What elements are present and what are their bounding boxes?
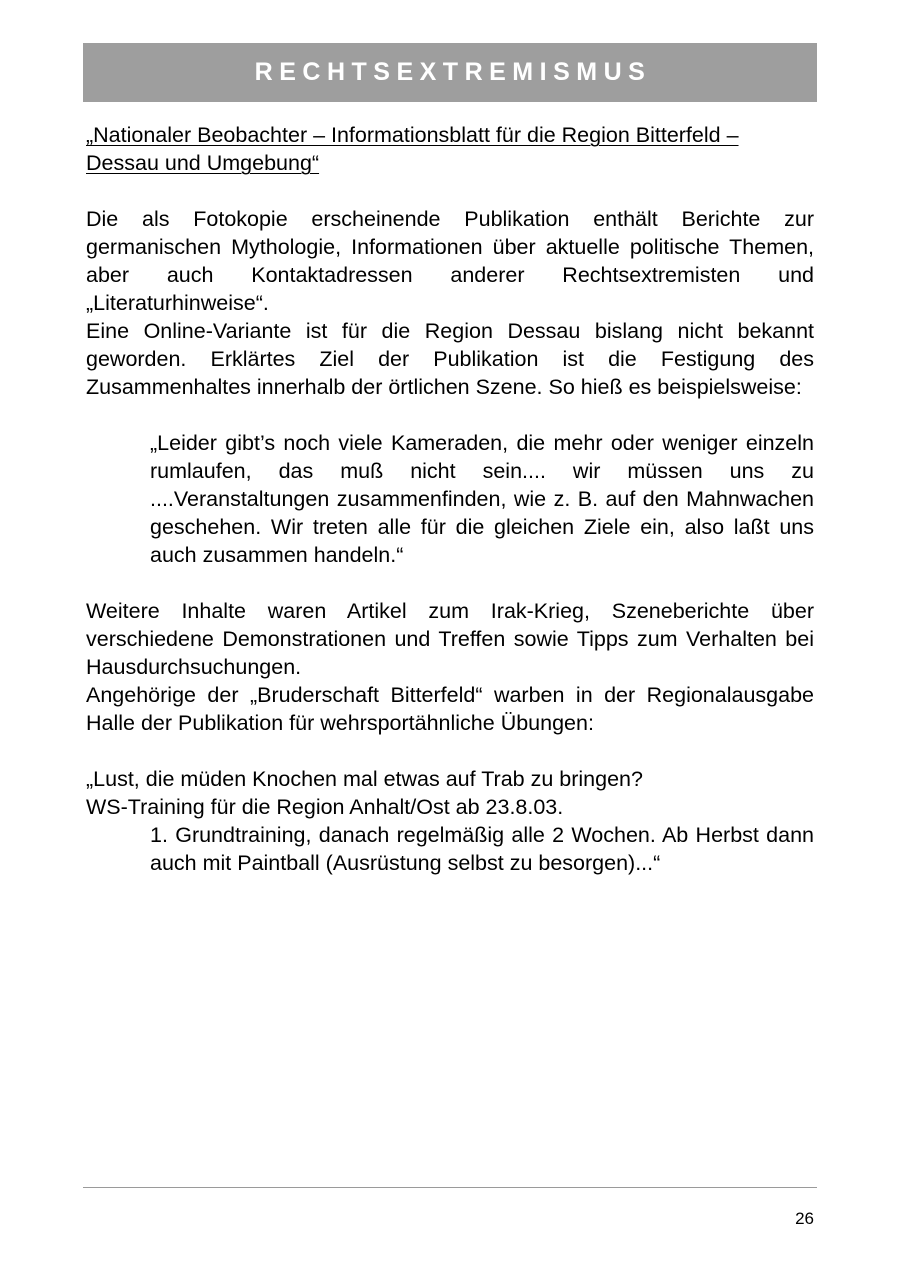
- document-body: [86, 121, 814, 877]
- spacer: [86, 177, 814, 205]
- quote-training-line-3: 1. Grundtraining, danach regelmäßig alle 2 Wochen. Ab Herbst dann auch mit Paintball (Ausrüstung selbst zu besorgen)...“: [150, 823, 814, 875]
- quote-training-line-1: „Lust, die müden Knochen mal etwas auf Trab zu bringen?: [86, 767, 643, 791]
- spacer: [86, 737, 814, 765]
- quote-comrades: „Leider gibt’s noch viele Kameraden, die mehr oder weniger einzeln rumlaufen, das muß nicht sein.... wir müssen uns zu ....Veranstaltungen zusammenfinden, wie z. B. auf den Mahnwachen geschehen. Wir treten alle für die gleichen Ziele ein, also laßt uns auch zusammen handeln.“: [150, 431, 814, 567]
- section-header-title: RECHTSEXTREMISMUS: [254, 58, 652, 86]
- paragraph-description: Die als Fotokopie erscheinende Publikation enthält Berichte zur germanischen Mythologie, Informationen über aktuelle politische Themen, aber auch Kontaktadressen anderer Rechtsextremisten und „Literaturhinweise“.: [86, 207, 814, 315]
- page-number: 26: [795, 1209, 814, 1228]
- spacer: [86, 569, 814, 597]
- section-header-bar: [83, 43, 817, 102]
- paragraph-contents: Weitere Inhalte waren Artikel zum Irak-Krieg, Szeneberichte über verschiedene Demonstrationen und Treffen sowie Tipps zum Verhalten bei Hausdurchsuchungen.: [86, 599, 814, 679]
- spacer: [86, 401, 814, 429]
- quote-training-line-2: WS-Training für die Region Anhalt/Ost ab 23.8.03.: [86, 795, 564, 819]
- publication-title: „Nationaler Beobachter – Informationsblatt für die Region Bitterfeld – Dessau und Umgebung“: [86, 123, 739, 175]
- footer-divider: [83, 1187, 817, 1188]
- paragraph-bruderschaft: Angehörige der „Bruderschaft Bitterfeld“ warben in der Regionalausgabe Halle der Publikation für wehrsportähnliche Übungen:: [86, 683, 814, 735]
- paragraph-aim: Eine Online-Variante ist für die Region Dessau bislang nicht bekannt geworden. Erklärtes Ziel der Publikation ist die Festigung des Zusammenhaltes innerhalb der örtlichen Szene. So hieß es beispielsweise:: [86, 319, 814, 399]
